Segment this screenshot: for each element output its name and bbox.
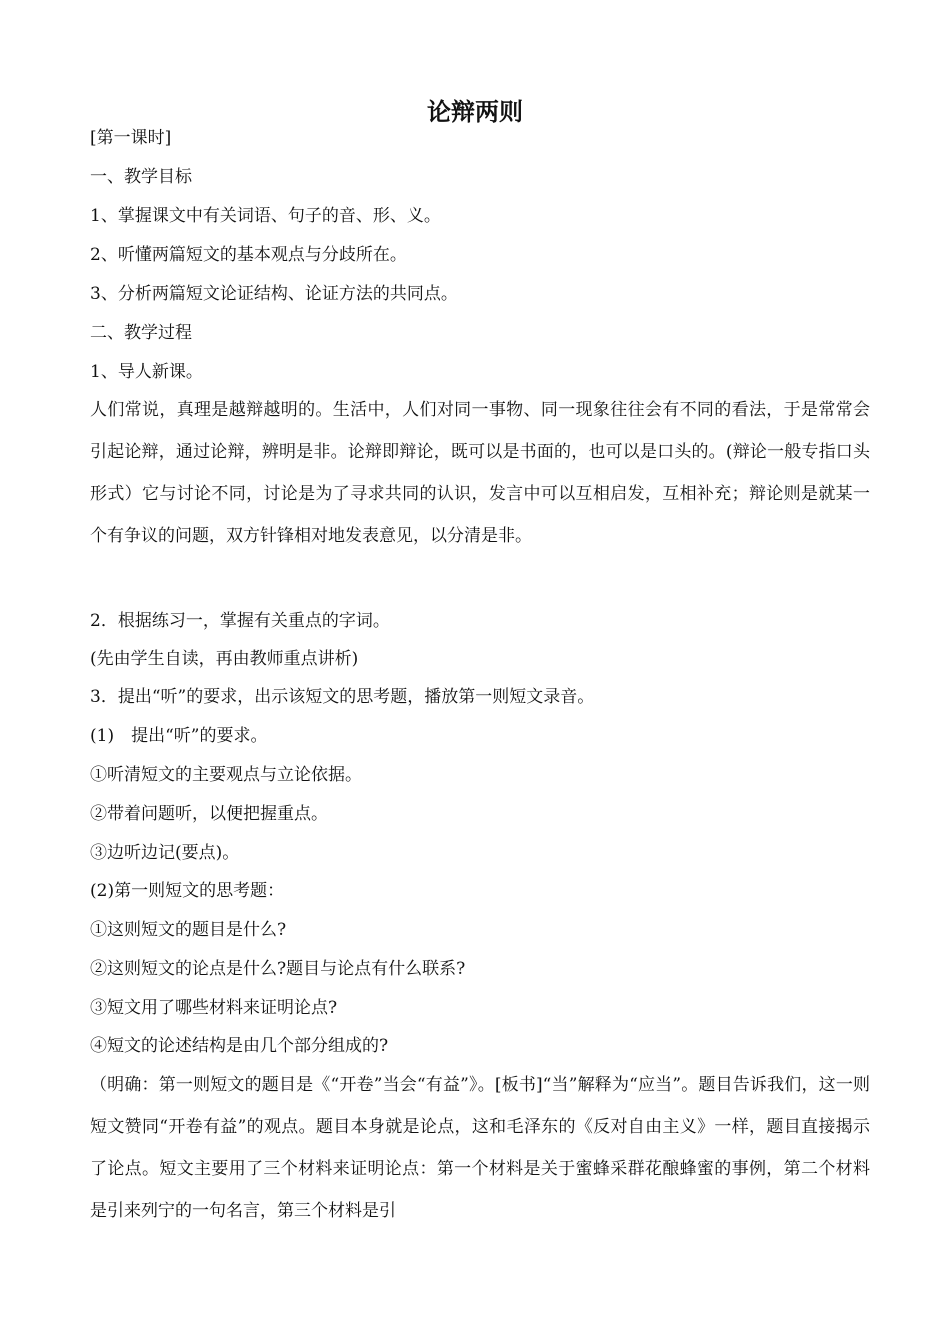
document-title: 论辩两则 [427,98,523,126]
answer-paragraph: （明确：第一则短文的题目是《“开卷”当会“有益”》。[板书]“当”解释为“应当”。题目告诉我们，这一则短文赞同“开卷有益”的观点。题目本身就是论点，这和毛泽东的《反对自由主义》一样，题目直接揭示了论点。短文主要用了三个材料来证明论点：第一个材料是关于蜜蜂采群花酿蜂蜜的事例，第二个材料是引来列宁的一句名言，第三个材料是引 [90,1075,870,1221]
step-2-note: (先由学生自读，再由教师重点讲析) [90,649,359,669]
step-3: 3．提出“听”的要求，出示该短文的思考题，播放第一则短文录音。 [90,687,595,707]
questions-heading: (2)第一则短文的思考题： [90,881,285,901]
listen-item: ①听清短文的主要观点与立论依据。 [90,765,362,785]
question-item: ②这则短文的论点是什么?题目与论点有什么联系? [90,959,466,979]
goals-heading: 一、教学目标 [90,167,192,187]
lesson-label: [第一课时] [90,128,172,148]
goal-item: 3、分析两篇短文论证结构、论证方法的共同点。 [90,284,458,304]
question-item: ④短文的论述结构是由几个部分组成的? [90,1036,389,1056]
listen-item: ③边听边记(要点)。 [90,843,240,863]
question-item: ①这则短文的题目是什么? [90,920,287,940]
listen-heading: (1) 提出“听”的要求。 [90,726,268,746]
goal-item: 1、掌握课文中有关词语、句子的音、形、义。 [90,206,441,226]
process-heading: 二、教学过程 [90,323,192,343]
listen-item: ②带着问题听，以便把握重点。 [90,804,328,824]
step-2: 2．根据练习一，掌握有关重点的字词。 [90,611,390,631]
goal-item: 2、听懂两篇短文的基本观点与分歧所在。 [90,245,407,265]
intro-paragraph: 人们常说，真理是越辩越明的。生活中，人们对同一事物、同一现象往往会有不同的看法，于是常常会引起论辩，通过论辩，辨明是非。论辩即辩论，既可以是书面的，也可以是口头的。(辩论一般专指口头形式）它与讨论不同，讨论是为了寻求共同的认识，发言中可以互相启发，互相补充；辩论则是就某一个有争议的问题，双方针锋相对地发表意见，以分清是非。 [90,400,870,546]
step-1: 1、导人新课。 [90,362,203,382]
question-item: ③短文用了哪些材料来证明论点? [90,998,338,1018]
